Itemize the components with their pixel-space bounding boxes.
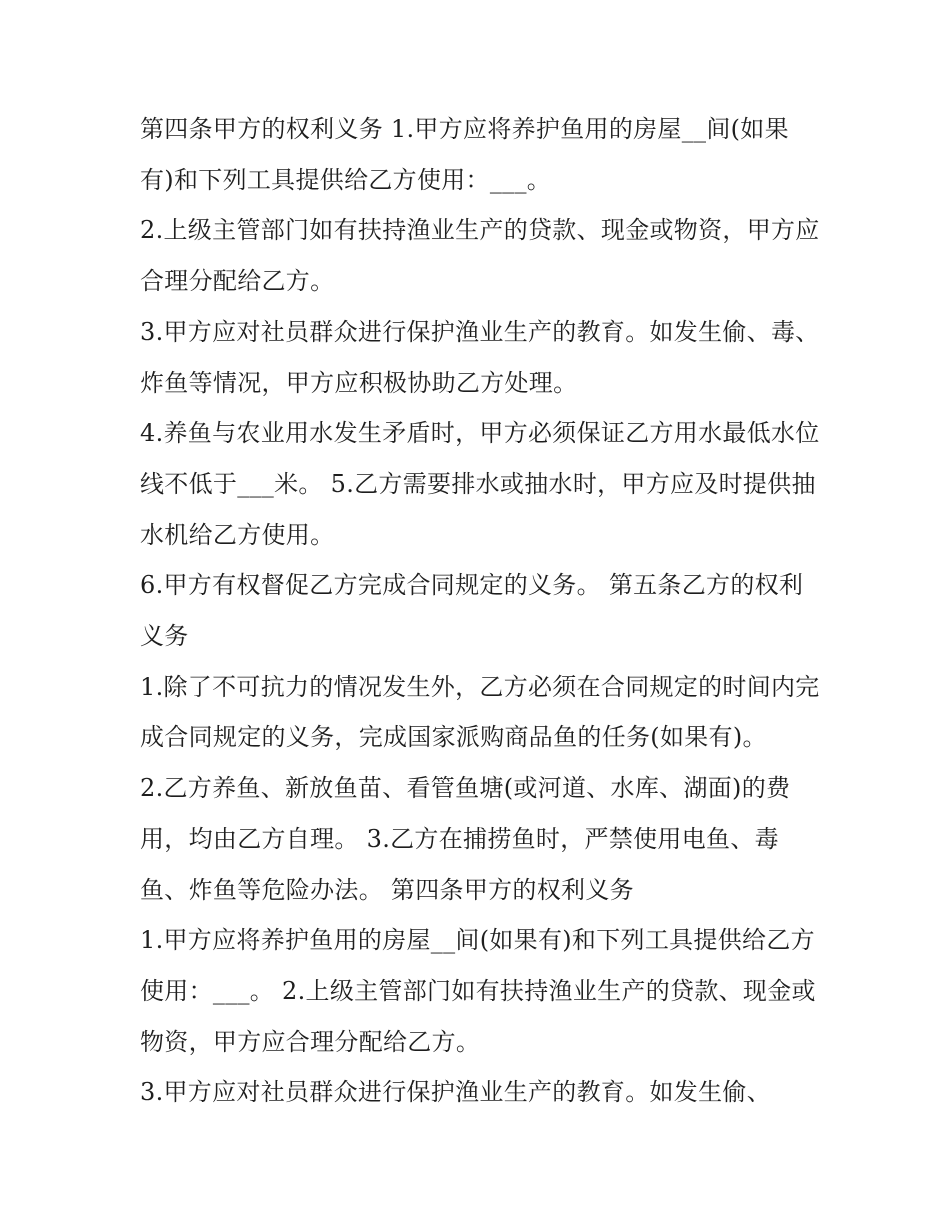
paragraph-party-a-duties-1: 第四条甲方的权利义务 1.甲方应将养护鱼用的房屋__间(如果有)和下列工具提供给乙方使用：___。 [140,115,789,194]
paragraph-party-b-duties-1: 1.除了不可抗力的情况发生外，乙方必须在合同规定的时间内完成合同规定的义务，完成国家派购商品鱼的任务(如果有)。 [140,672,820,752]
paragraph-party-a-duties-4-5: 4.养鱼与农业用水发生矛盾时，甲方必须保证乙方用水最低水位线不低于___米。 5.乙方需要排水或抽水时，甲方应及时提供抽水机给乙方使用。 [140,419,820,549]
paragraph-party-a-duties-repeat-3: 3.甲方应对社员群众进行保护渔业生产的教育。如发生偷、 [140,1078,771,1107]
paragraph-party-a-duties-3: 3.甲方应对社员群众进行保护渔业生产的教育。如发生偷、毒、炸鱼等情况，甲方应积极协助乙方处理。 [140,317,820,397]
paragraph-party-a-duties-2: 2.上级主管部门如有扶持渔业生产的贷款、现金或物资，甲方应合理分配给乙方。 [140,216,820,296]
document-body [140,104,820,1118]
paragraph-party-b-duties-2-3: 2.乙方养鱼、新放鱼苗、看管鱼塘(或河道、水库、湖面)的费用，均由乙方自理。 3.乙方在捕捞鱼时，严禁使用电鱼、毒鱼、炸鱼等危险办法。 第四条甲方的权利义务 [140,774,791,904]
paragraph-party-a-duties-6: 6.甲方有权督促乙方完成合同规定的义务。 第五条乙方的权利义务 [140,571,804,651]
paragraph-party-a-duties-repeat-1-2: 1.甲方应将养护鱼用的房屋__间(如果有)和下列工具提供给乙方使用：___。 2.上级主管部门如有扶持渔业生产的贷款、现金或物资，甲方应合理分配给乙方。 [140,926,816,1056]
